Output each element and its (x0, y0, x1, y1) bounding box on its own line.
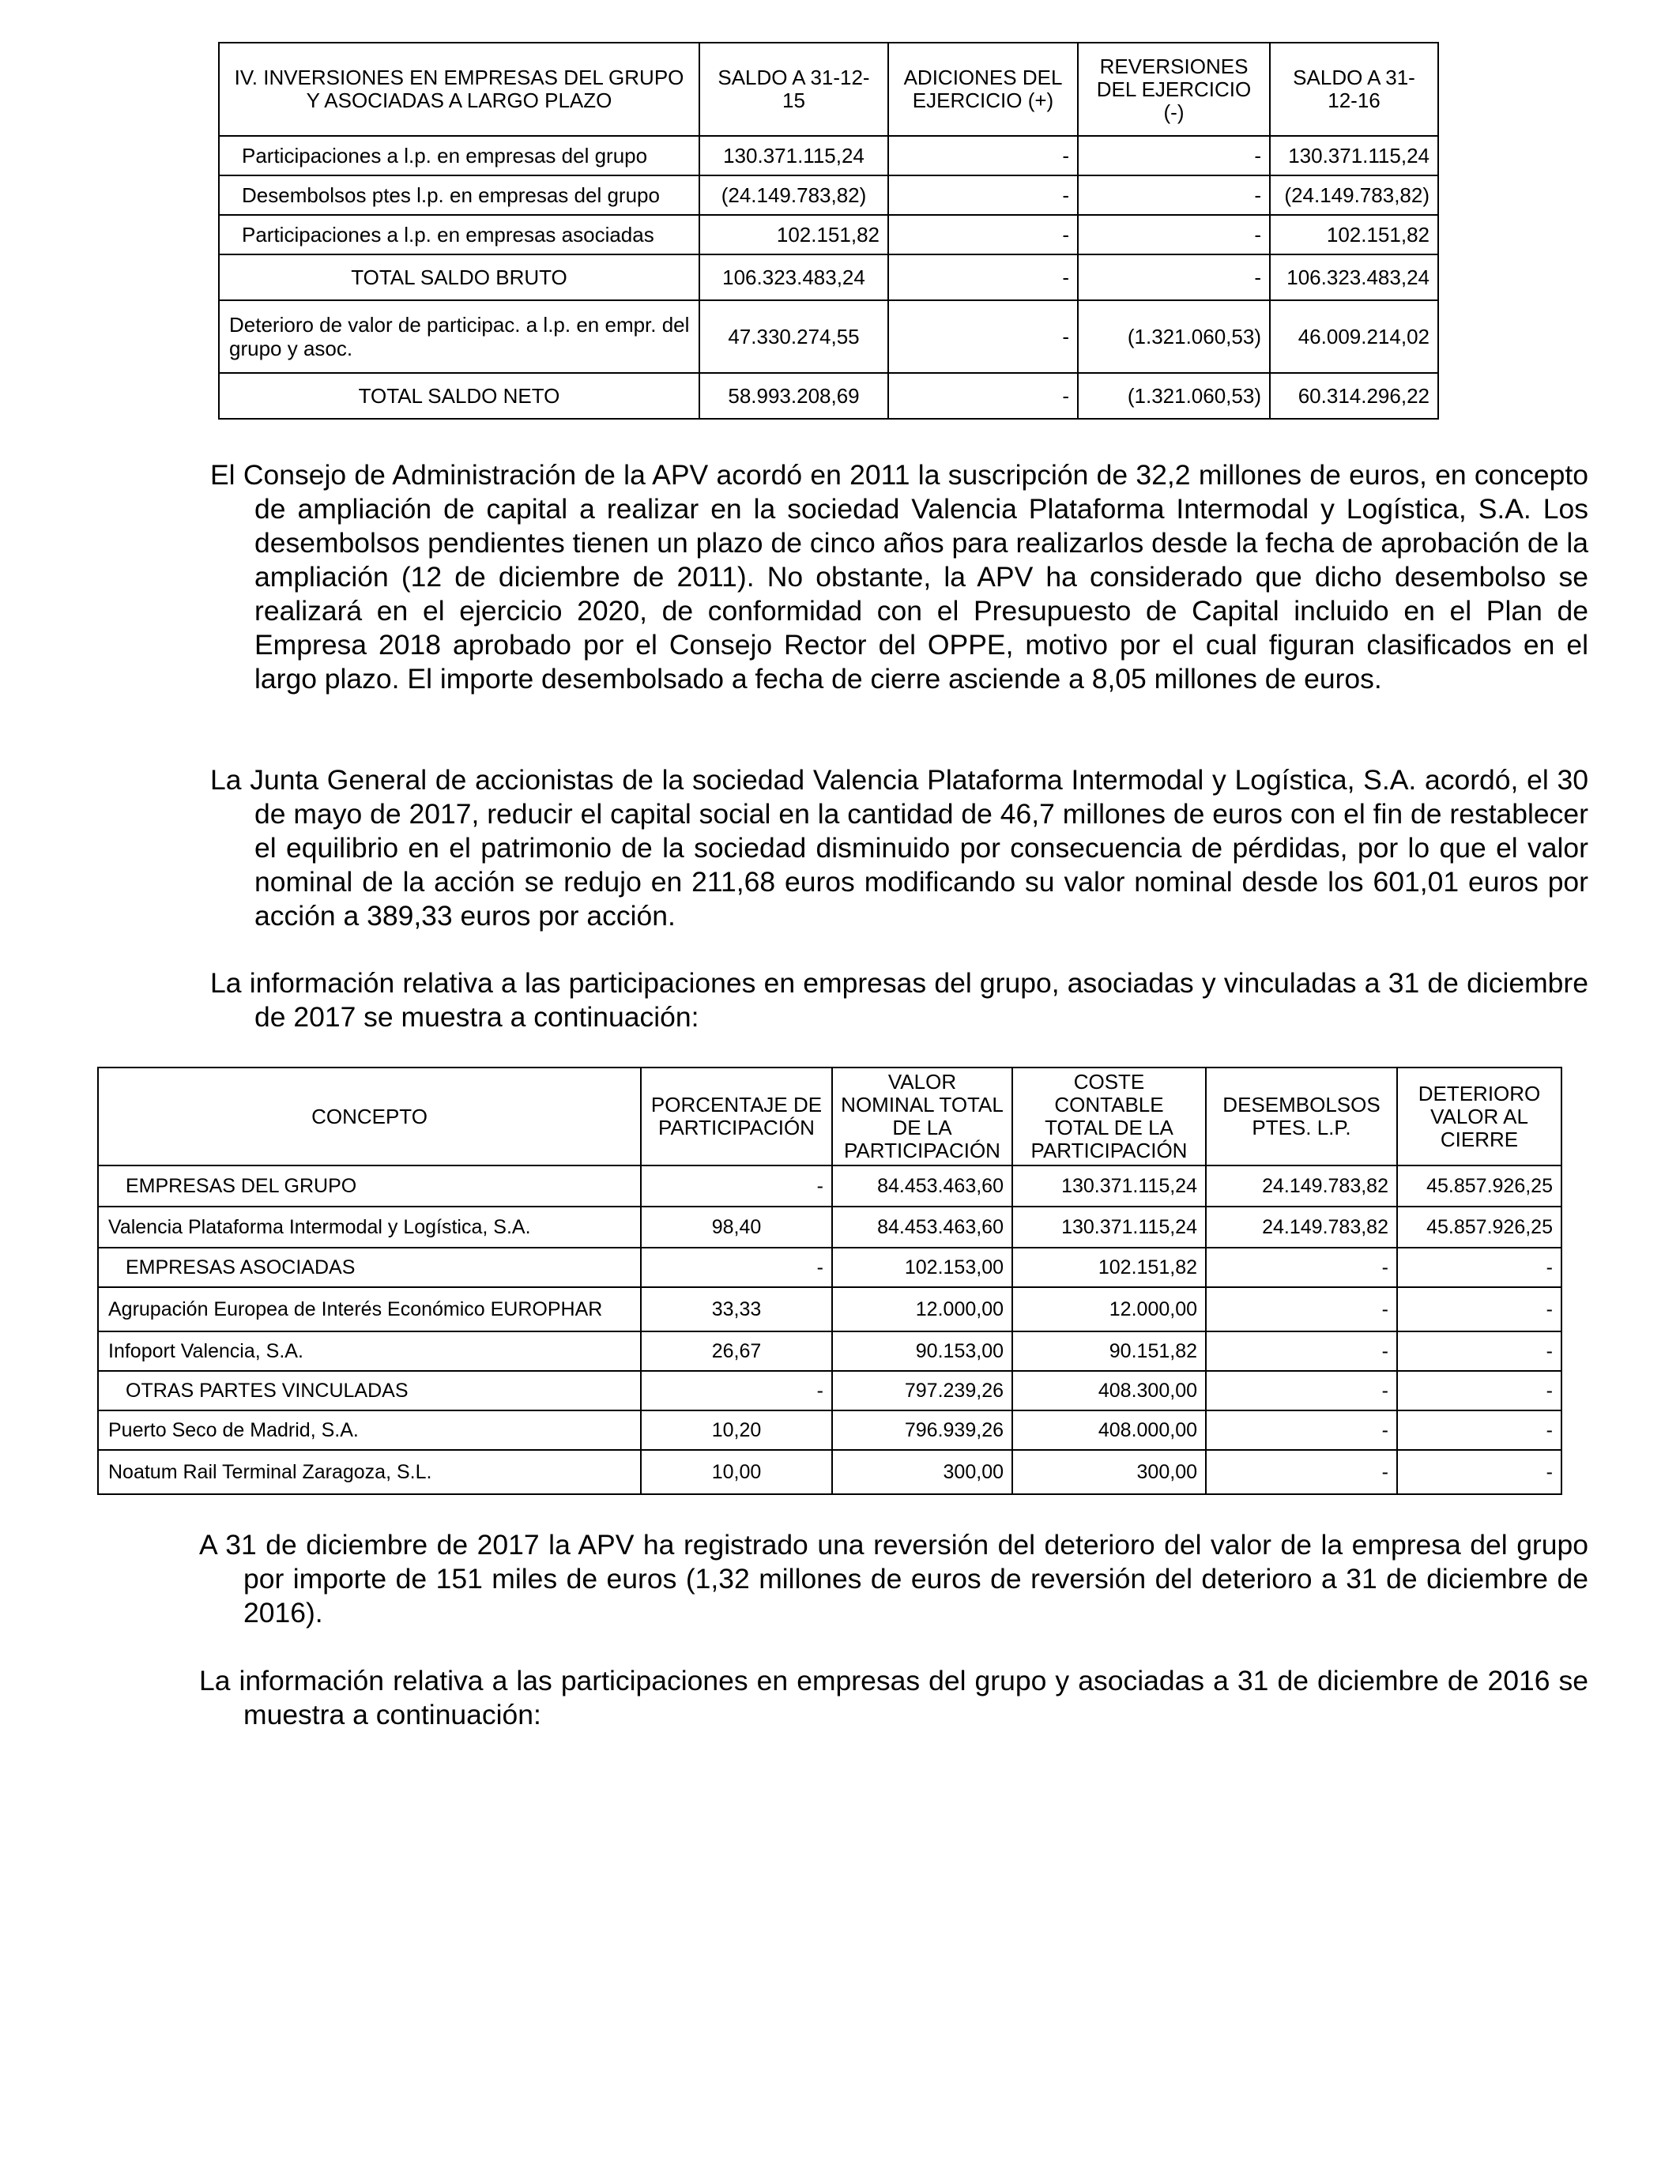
table-row (98, 1287, 1561, 1331)
table-cell: 45.857.926,25 (1397, 1207, 1561, 1248)
table-cell: 84.453.463,60 (832, 1165, 1012, 1207)
table-cell: - (1397, 1331, 1561, 1371)
table-cell: 46.009.214,02 (1270, 300, 1438, 373)
table-cell: (24.149.783,82) (1270, 175, 1438, 215)
table-cell: 45.857.926,25 (1397, 1165, 1561, 1207)
column-header: REVERSIONES DEL EJERCICIO (-) (1078, 43, 1270, 136)
paragraph-reversion: A 31 de diciembre de 2017 la APV ha registrado una reversión del deterioro del valor de la empresa del grupo por importe de 151 miles de euros (1,32 millones de euros de reversión del deterioro a 31 de diciembre de 2016). (199, 1529, 1588, 1629)
column-header: PORCENTAJE DE PARTICIPACIÓN (641, 1068, 832, 1165)
paragraph-junta: La Junta General de accionistas de la sociedad Valencia Plataforma Intermodal y Logística, S.A. acordó, el 30 de mayo de 2017, reducir el capital social en la cantidad de 46,7 millones de euros con el fin de restablecer el equilibrio en el patrimonio de la sociedad disminuido por consecuencia de pérdidas, por lo que el valor nominal de la acción se redujo en 211,68 euros modificando su valor nominal desde los 601,01 euros por acción a 389,33 euros por acción. (210, 764, 1588, 932)
row-label: Agrupación Europea de Interés Económico EUROPHAR (98, 1287, 641, 1331)
table-cell: 47.330.274,55 (699, 300, 888, 373)
table-cell: - (888, 215, 1078, 254)
paragraph-info-2017: La información relativa a las participaciones en empresas del grupo, asociadas y vinculadas a 31 de diciembre de 2017 se muestra a continuación: (210, 967, 1588, 1033)
table-cell: - (1397, 1287, 1561, 1331)
table-cell: 102.151,82 (1270, 215, 1438, 254)
row-label: Valencia Plataforma Intermodal y Logística, S.A. (98, 1207, 641, 1248)
table-cell: 12.000,00 (832, 1287, 1012, 1331)
table-cell: 90.153,00 (832, 1331, 1012, 1371)
row-label: Puerto Seco de Madrid, S.A. (98, 1410, 641, 1450)
table-cell: 26,67 (641, 1331, 832, 1371)
table-cell: 797.239,26 (832, 1371, 1012, 1410)
row-label: Deterioro de valor de participac. a l.p. en empr. del grupo y asoc. (219, 300, 699, 373)
table-cell: 130.371.115,24 (1012, 1207, 1206, 1248)
table-row (98, 1450, 1561, 1494)
table-cell: - (1206, 1371, 1397, 1410)
table-row (98, 1207, 1561, 1248)
total-label: TOTAL SALDO NETO (219, 373, 699, 419)
table-cell: 58.993.208,69 (699, 373, 888, 419)
table-cell: - (1397, 1248, 1561, 1287)
table-cell: 106.323.483,24 (699, 254, 888, 300)
column-header: ADICIONES DEL EJERCICIO (+) (888, 43, 1078, 136)
table-cell: 12.000,00 (1012, 1287, 1206, 1331)
table-cell: - (641, 1371, 832, 1410)
table-cell: 24.149.783,82 (1206, 1207, 1397, 1248)
table-row (98, 1371, 1561, 1410)
column-header: DETERIORO VALOR AL CIERRE (1397, 1068, 1561, 1165)
row-label: Participaciones a l.p. en empresas del grupo (219, 136, 699, 175)
table-cell: (24.149.783,82) (699, 175, 888, 215)
table-cell: 408.000,00 (1012, 1410, 1206, 1450)
participaciones-table (97, 1067, 1562, 1495)
table-cell: 130.371.115,24 (1270, 136, 1438, 175)
table-cell: - (1206, 1331, 1397, 1371)
table-cell: 10,20 (641, 1410, 832, 1450)
group-label: EMPRESAS DEL GRUPO (98, 1165, 641, 1207)
table-row (98, 1331, 1561, 1371)
table-cell: 102.153,00 (832, 1248, 1012, 1287)
table-cell: 130.371.115,24 (1012, 1165, 1206, 1207)
table-cell: - (1078, 136, 1270, 175)
table-cell: - (1397, 1410, 1561, 1450)
table-row (219, 215, 1438, 254)
table-header-row (219, 43, 1438, 136)
table-row (98, 1248, 1561, 1287)
table-cell: - (1206, 1410, 1397, 1450)
table-cell: - (888, 254, 1078, 300)
table-cell: 10,00 (641, 1450, 832, 1494)
paragraph-info-2016: La información relativa a las participaciones en empresas del grupo y asociadas a 31 de diciembre de 2016 se muestra a continuación: (199, 1665, 1588, 1730)
table-cell: 60.314.296,22 (1270, 373, 1438, 419)
table-cell: 33,33 (641, 1287, 832, 1331)
table-header-row (98, 1068, 1561, 1165)
table-cell: 84.453.463,60 (832, 1207, 1012, 1248)
table-row (219, 175, 1438, 215)
paragraph-consejo: El Consejo de Administración de la APV acordó en 2011 la suscripción de 32,2 millones de euros, en concepto de ampliación de capital a realizar en la sociedad Valencia Plataforma Intermodal y Logística, S.A. Los desembolsos pendientes tienen un plazo de cinco años para realizarlos desde la fecha de aprobación de la ampliación (12 de diciembre de 2011). No obstante, la APV ha considerado que dicho desembolso se realizará en el ejercicio 2020, de conformidad con el Presupuesto de Capital incluido en el Plan de Empresa 2018 aprobado por el Consejo Rector del OPPE, motivo por el cual figuran clasificados en el largo plazo. El importe desembolsado a fecha de cierre asciende a 8,05 millones de euros. (210, 459, 1588, 695)
row-label: Noatum Rail Terminal Zaragoza, S.L. (98, 1450, 641, 1494)
column-header: VALOR NOMINAL TOTAL DE LA PARTICIPACIÓN (832, 1068, 1012, 1165)
table-cell: 408.300,00 (1012, 1371, 1206, 1410)
row-label: Participaciones a l.p. en empresas asociadas (219, 215, 699, 254)
table-cell: 102.151,82 (699, 215, 888, 254)
table-cell: - (888, 175, 1078, 215)
table-cell: - (888, 373, 1078, 419)
table-row (98, 1410, 1561, 1450)
table-row (98, 1165, 1561, 1207)
table-cell: 300,00 (1012, 1450, 1206, 1494)
table-cell: 98,40 (641, 1207, 832, 1248)
column-header: IV. INVERSIONES EN EMPRESAS DEL GRUPO Y ASOCIADAS A LARGO PLAZO (219, 43, 699, 136)
table-cell: - (1078, 215, 1270, 254)
column-header: SALDO A 31-12-15 (699, 43, 888, 136)
table-cell: 90.151,82 (1012, 1331, 1206, 1371)
inversiones-table (218, 42, 1439, 420)
table-cell: - (1397, 1450, 1561, 1494)
table-cell: (1.321.060,53) (1078, 300, 1270, 373)
table-cell: 300,00 (832, 1450, 1012, 1494)
group-label: EMPRESAS ASOCIADAS (98, 1248, 641, 1287)
table-cell: 24.149.783,82 (1206, 1165, 1397, 1207)
table-cell: (1.321.060,53) (1078, 373, 1270, 419)
table-cell: - (641, 1165, 832, 1207)
row-label: Desembolsos ptes l.p. en empresas del grupo (219, 175, 699, 215)
column-header: SALDO A 31-12-16 (1270, 43, 1438, 136)
group-label: OTRAS PARTES VINCULADAS (98, 1371, 641, 1410)
table-cell: - (888, 136, 1078, 175)
table-cell: - (1078, 254, 1270, 300)
table-cell: 106.323.483,24 (1270, 254, 1438, 300)
table-cell: 796.939,26 (832, 1410, 1012, 1450)
total-label: TOTAL SALDO BRUTO (219, 254, 699, 300)
table-cell: - (1206, 1287, 1397, 1331)
column-header: DESEMBOLSOS PTES. L.P. (1206, 1068, 1397, 1165)
table-row (219, 373, 1438, 419)
row-label: Infoport Valencia, S.A. (98, 1331, 641, 1371)
column-header: COSTE CONTABLE TOTAL DE LA PARTICIPACIÓN (1012, 1068, 1206, 1165)
table-cell: - (888, 300, 1078, 373)
table-cell: - (1206, 1450, 1397, 1494)
table-cell: - (641, 1248, 832, 1287)
column-header: CONCEPTO (98, 1068, 641, 1165)
table-cell: - (1078, 175, 1270, 215)
table-row (219, 136, 1438, 175)
table-cell: - (1206, 1248, 1397, 1287)
table-cell: 102.151,82 (1012, 1248, 1206, 1287)
table-cell: 130.371.115,24 (699, 136, 888, 175)
table-row (219, 254, 1438, 300)
table-cell: - (1397, 1371, 1561, 1410)
table-row (219, 300, 1438, 373)
